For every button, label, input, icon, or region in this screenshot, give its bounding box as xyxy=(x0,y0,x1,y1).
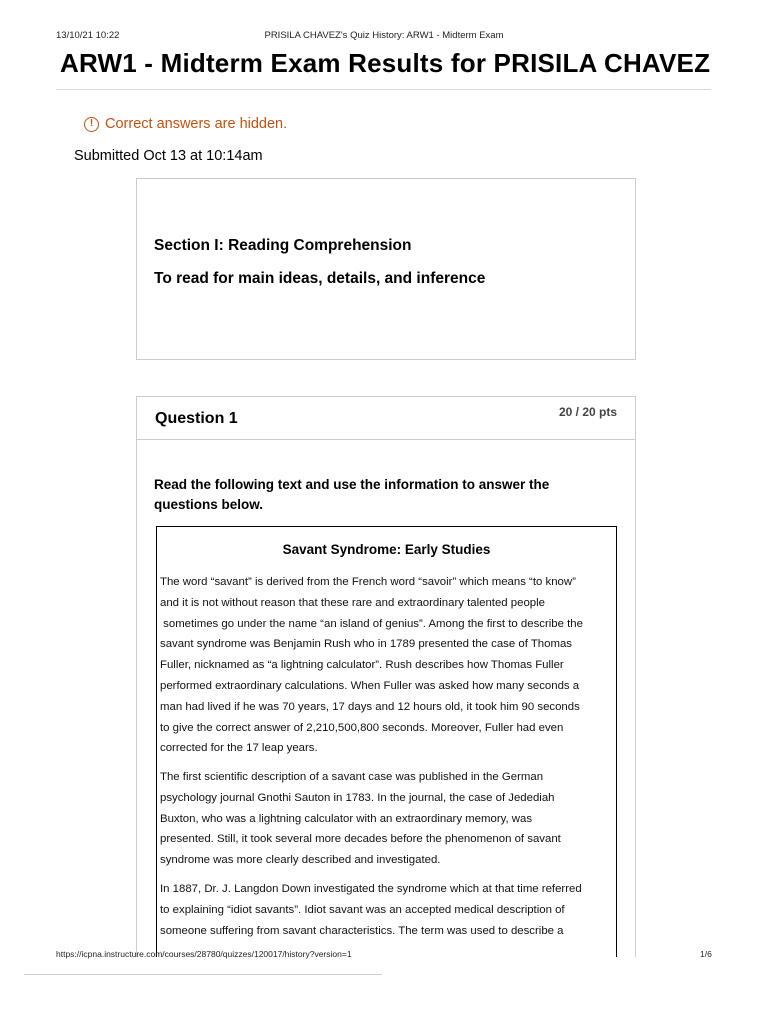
question-points: 20 / 20 pts xyxy=(558,405,617,419)
passage-line: syndrome was more clearly described and investigated. xyxy=(160,854,441,867)
passage-paragraph xyxy=(160,879,612,941)
question-header xyxy=(137,397,635,440)
hidden-answers-notice xyxy=(84,116,287,132)
reading-passage xyxy=(156,526,617,957)
passage-paragraph xyxy=(160,767,612,871)
print-datetime: 13/10/21 10:22 xyxy=(56,30,120,41)
passage-line: Buxton, who was a lightning calculator with an extraordinary memory, was xyxy=(160,812,533,825)
footer-divider xyxy=(24,974,382,975)
passage-line: savant syndrome was Benjamin Rush who in 1789 presented the case of Thomas xyxy=(160,638,572,651)
passage-line: man had lived if he was 70 years, 17 days and 12 hours old, it took him 90 seconds xyxy=(160,700,580,713)
title-divider xyxy=(56,89,711,90)
passage-title: Savant Syndrome: Early Studies xyxy=(282,542,491,557)
passage-line: performed extraordinary calculations. When Fuller was asked how many seconds a xyxy=(160,679,580,692)
passage-line: In 1887, Dr. J. Langdon Down investigated the syndrome which at that time referred xyxy=(160,883,582,895)
passage-line: The first scientific description of a savant case was published in the German xyxy=(160,771,544,783)
question-card xyxy=(136,396,636,957)
print-document-title: PRISILA CHAVEZ's Quiz History: ARW1 - Midterm Exam xyxy=(264,30,504,41)
page-title: ARW1 - Midterm Exam Results for PRISILA CHAVEZ xyxy=(60,48,711,78)
passage-line: sometimes go under the name “an island of genius”. Among the first to describe the xyxy=(160,617,583,630)
prompt-line: questions below. xyxy=(154,497,264,512)
question-prompt xyxy=(154,475,604,515)
passage-line: psychology journal Gnothi Sauton in 1783. In the journal, the case of Jedediah xyxy=(160,791,555,804)
section-header-card xyxy=(136,178,636,360)
passage-line: The word “savant” is derived from the French word “savoir” which means “to know” xyxy=(160,576,576,588)
print-header xyxy=(0,30,768,44)
passage-paragraph xyxy=(160,572,612,759)
section-subtitle: To read for main ideas, details, and inference xyxy=(154,270,486,287)
passage-line: to explaining “idiot savants”. Idiot savant was an accepted medical description of xyxy=(160,903,565,916)
page-number: 1/6 xyxy=(700,949,712,959)
submission-time: Submitted Oct 13 at 10:14am xyxy=(74,148,263,164)
warning-icon: ! xyxy=(84,117,99,132)
passage-line: Fuller, nicknamed as “a lightning calculator”. Rush describes how Thomas Fuller xyxy=(160,659,564,672)
passage-line: and it is not without reason that these rare and extraordinary talented people xyxy=(160,596,545,609)
notice-text: Correct answers are hidden. xyxy=(105,116,288,132)
section-title: Section I: Reading Comprehension xyxy=(154,237,412,254)
passage-line: corrected for the 17 leap years. xyxy=(160,742,318,755)
page-url: https://icpna.instructure.com/courses/28780/quizzes/120017/history?version=1 xyxy=(56,949,352,959)
prompt-line: Read the following text and use the information to answer the xyxy=(154,477,550,492)
passage-line: to give the correct answer of 2,210,500,800 seconds. Moreover, Fuller had even xyxy=(160,721,564,734)
passage-line: presented. Still, it took several more decades before the phenomenon of savant xyxy=(160,833,561,846)
passage-line: someone suffering from savant characteristics. The term was used to describe a xyxy=(160,924,564,937)
question-title: Question 1 xyxy=(155,410,238,427)
